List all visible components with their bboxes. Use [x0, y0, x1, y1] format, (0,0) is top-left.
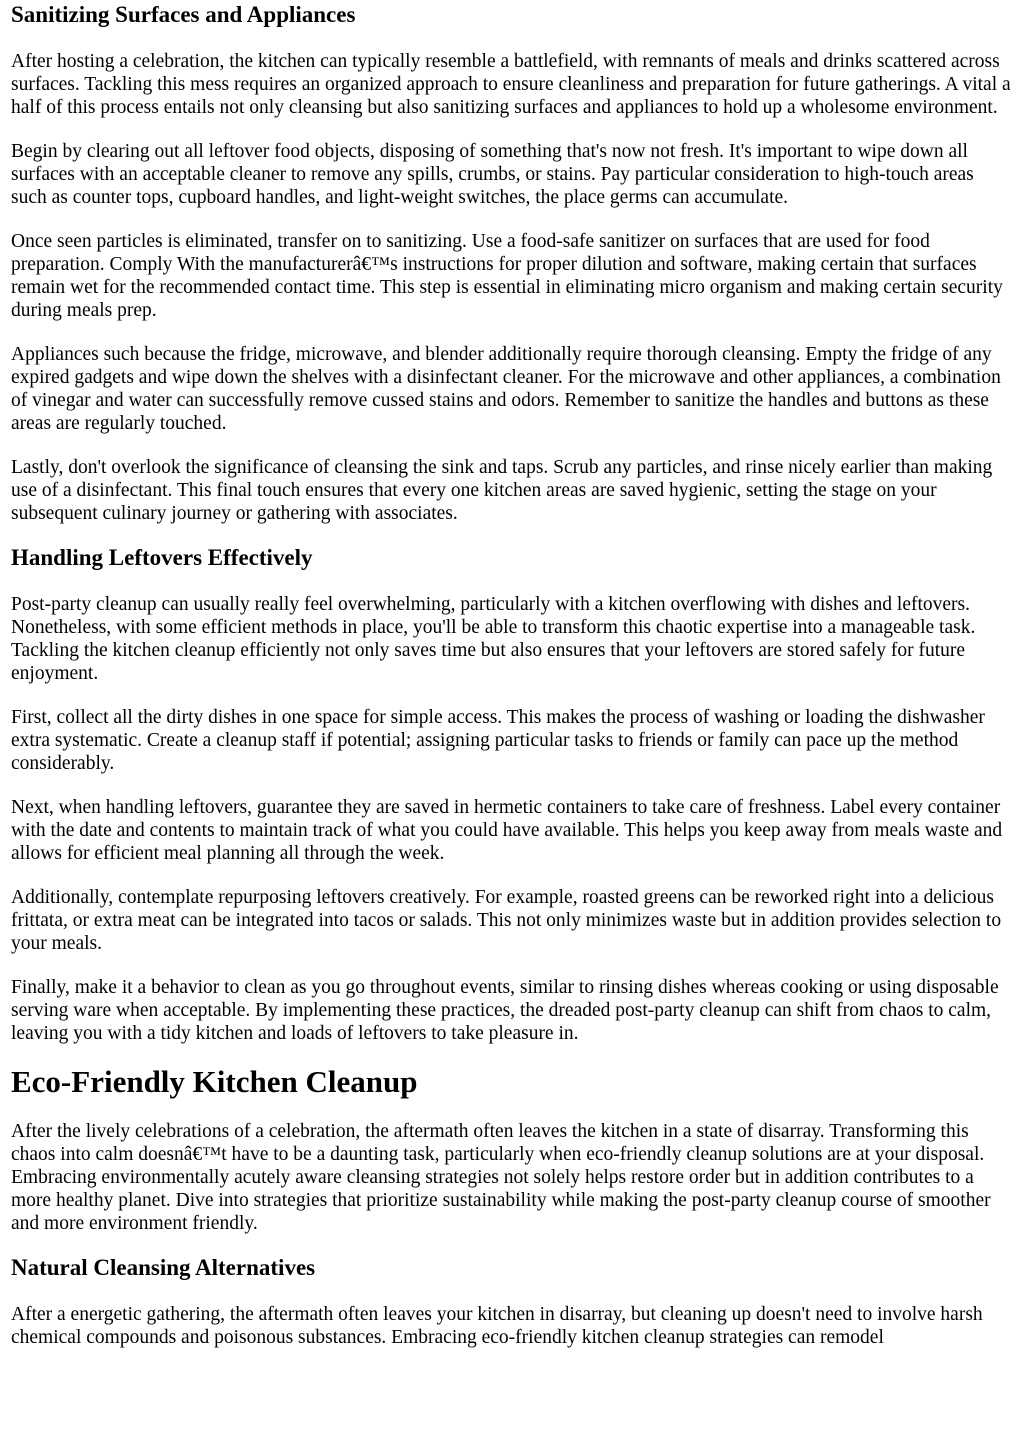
section-heading-eco-friendly: Eco-Friendly Kitchen Cleanup	[11, 1064, 418, 1099]
paragraph: Lastly, don't overlook the significance of cleansing the sink and taps. Scrub any particles, and rinse nicely earlier than making use of a disinfectant. This final touch ensures that every one kitchen areas are saved hygienic, setting the stage on your subsequent culinary journey or gathering with associates.	[11, 457, 993, 524]
paragraph: After hosting a celebration, the kitchen can typically resemble a battlefield, with remnants of meals and drinks scattered across surfaces. Tackling this mess requires an organized approach to ensure cleanliness and preparation for future gatherings. A vital a half of this process entails not only cleansing but also sanitizing surfaces and appliances to hold up a wholesome environment.	[11, 51, 1011, 118]
paragraph: Post-party cleanup can usually really feel overwhelming, particularly with a kitchen overflowing with dishes and leftovers. Nonetheless, with some efficient methods in place, you'll be able to transform this chaotic expertise into a manageable task. Tackling the kitchen cleanup efficiently not only saves time but also ensures that your leftovers are stored safely for future enjoyment.	[11, 594, 976, 684]
article	[0, 1, 1024, 1349]
paragraph: First, collect all the dirty dishes in one space for simple access. This makes the process of washing or loading the dishwasher extra systematic. Create a cleanup staff if potential; assigning particular tasks to friends or family can pace up the method considerably.	[11, 707, 985, 774]
paragraph: Begin by clearing out all leftover food objects, disposing of something that's now not fresh. It's important to wipe down all surfaces with an acceptable cleaner to remove any spills, crumbs, or stains. Pay particular consideration to high-touch areas such as counter tops, cupboard handles, and light-weight switches, the place germs can accumulate.	[11, 141, 974, 208]
paragraph: After a energetic gathering, the aftermath often leaves your kitchen in disarray, but cleaning up doesn't need to involve harsh chemical compounds and poisonous substances. Embracing eco-friendly kitchen cleanup strategies can remodel	[11, 1304, 983, 1348]
paragraph: Once seen particles is eliminated, transfer on to sanitizing. Use a food-safe sanitizer on surfaces that are used for food preparation. Comply With the manufacturerâ€™s instructions for proper dilution and software, making certain that surfaces remain wet for the recommended contact time. This step is essential in eliminating micro organism and making certain security during meals prep.	[11, 231, 1003, 321]
paragraph: Finally, make it a behavior to clean as you go throughout events, similar to rinsing dishes whereas cooking or using disposable serving ware when acceptable. By implementing these practices, the dreaded post-party cleanup can shift from chaos to calm, leaving you with a tidy kitchen and loads of leftovers to take pleasure in.	[11, 977, 999, 1044]
section-heading-leftovers: Handling Leftovers Effectively	[11, 545, 313, 570]
paragraph: After the lively celebrations of a celebration, the aftermath often leaves the kitchen in a state of disarray. Transforming this chaos into calm doesnâ€™t have to be a daunting task, particularly when eco-friendly cleanup solutions are at your disposal. Embracing environmentally acutely aware cleansing strategies not solely helps restore order but in addition contributes to a more healthy planet. Dive into strategies that prioritize sustainability while making the post-party cleanup course of smoother and more environment friendly.	[11, 1121, 991, 1234]
paragraph: Appliances such because the fridge, microwave, and blender additionally require thorough cleansing. Empty the fridge of any expired gadgets and wipe down the shelves with a disinfectant cleaner. For the microwave and other appliances, a combination of vinegar and water can successfully remove cussed stains and odors. Remember to sanitize the handles and buttons as these areas are regularly touched.	[11, 344, 1001, 434]
paragraph: Additionally, contemplate repurposing leftovers creatively. For example, roasted greens can be reworked right into a delicious frittata, or extra meat can be integrated into tacos or salads. This not only minimizes waste but in addition provides selection to your meals.	[11, 887, 1002, 954]
section-heading-sanitizing: Sanitizing Surfaces and Appliances	[11, 2, 356, 27]
section-heading-natural-alternatives: Natural Cleansing Alternatives	[11, 1255, 316, 1280]
paragraph: Next, when handling leftovers, guarantee they are saved in hermetic containers to take care of freshness. Label every container with the date and contents to maintain track of what you could have available. This helps you keep away from meals waste and allows for efficient meal planning all through the week.	[11, 797, 1003, 864]
